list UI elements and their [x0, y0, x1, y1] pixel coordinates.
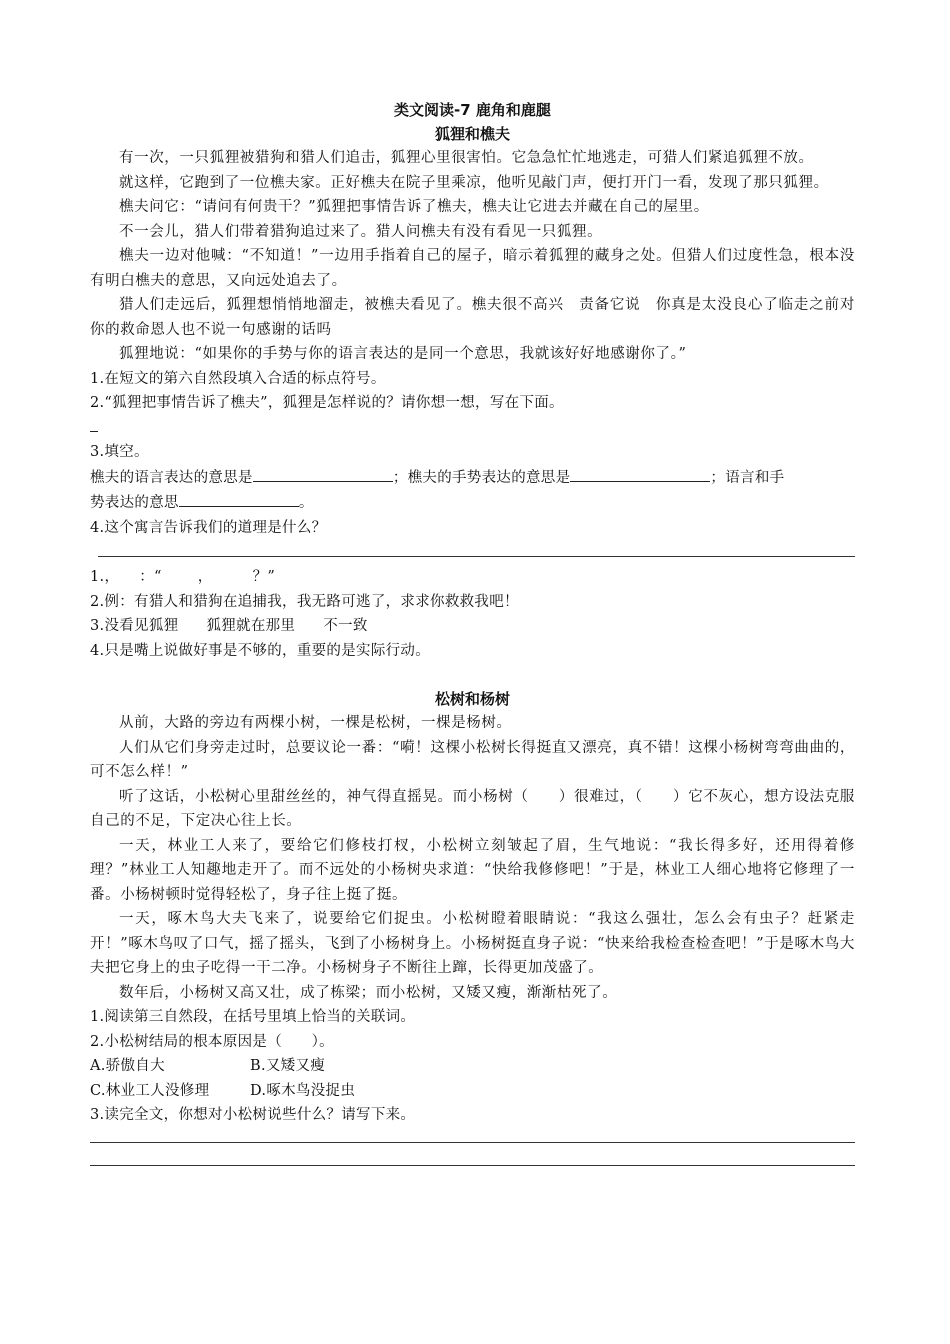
fill-text: 樵夫的语言表达的意思是	[90, 469, 253, 486]
options-row	[90, 1054, 855, 1079]
option-b[interactable]: B.又矮又瘦	[250, 1058, 326, 1074]
options-row	[90, 1079, 855, 1104]
answer-mark: ？”	[252, 569, 276, 585]
fill-text: 。	[298, 495, 314, 511]
fill-text: 势表达的意思	[90, 495, 179, 511]
story1-paragraph: 樵夫问它：“请问有何贵干？”狐狸把事情告诉了樵夫，樵夫让它进去并藏在自己的屋里。	[119, 199, 709, 215]
story2-paragraph: 一天，啄木鸟大夫飞来了，说要给它们捉虫。小松树瞪着眼睛说：“我这么强壮，怎么会有虫子？赶紧走开！”啄木鸟叹了口气，摇了摇头，飞到了小杨树身上。小杨树挺直身子说：“快来给我检查检查吧！”于是啄木鸟大夫把它身上的虫子吃得一干二净。小杨树身子不断往上蹿，长得更加茂盛了。	[90, 911, 855, 976]
answer-line[interactable]	[90, 1165, 855, 1166]
fill-text: ；语言和手	[710, 469, 785, 486]
fill-blank-1[interactable]	[253, 465, 393, 482]
story1-question-1: 1.在短文的第六自然段填入合适的标点符号。	[90, 370, 386, 387]
story1-paragraph: 樵夫一边对他喊：“不知道！”一边用手指着自己的屋子，暗示着狐狸的藏身之处。但猎人们过度性急，根本没有明白樵夫的意思，又向远处追去了。	[90, 248, 855, 289]
answer-2: 2.例：有猎人和猎狗在追捕我，我无路可逃了，求求你救救我吧！	[90, 593, 519, 610]
story1-paragraph: 就这样，它跑到了一位樵夫家。正好樵夫在院子里乘凉，他听见敲门声，便打开门一看，发现了那只狐狸。	[119, 174, 829, 191]
answer-item: 不一致	[323, 618, 368, 634]
story2-paragraph: 人们从它们身旁走过时，总要议论一番：“嗬！这棵小松树长得挺直又漂亮，真不错！这棵小杨树弯弯曲曲的，可不怎么样！”	[90, 739, 855, 780]
story2-question-1: 1.阅读第三自然段，在括号里填上恰当的关联词。	[90, 1009, 416, 1025]
answer-number: 3.	[90, 618, 105, 634]
option-c[interactable]: C.林业工人没修理	[90, 1082, 210, 1099]
answer-line-short[interactable]	[90, 416, 855, 441]
answer-mark: ，	[104, 569, 120, 585]
answer-item: 狐狸就在那里	[206, 618, 296, 634]
story1-question-3-fill	[90, 465, 855, 491]
story2-title: 松树和杨树	[434, 690, 510, 708]
story1-paragraph: 猎人们走远后，狐狸想悄悄地溜走，被樵夫看见了。樵夫很不高兴 责备它说 你真是太没良心了临走之前对你的救命恩人也不说一句感谢的话吗	[90, 297, 855, 338]
answer-item: 没看见狐狸	[104, 618, 179, 634]
document-title: 类文阅读-7 鹿角和鹿腿	[394, 101, 551, 119]
story2-paragraph: 听了这话，小松树心里甜丝丝的，神气得直摇晃。而小杨树（ ）很难过，（ ）它不灰心，想方设法克服自己的不足，下定决心往上长。	[90, 788, 855, 829]
answer-mark: ：“	[139, 569, 162, 585]
answer-mark: ，	[197, 569, 213, 585]
story2-question-2: 2.小松树结局的根本原因是（ ）。	[90, 1033, 334, 1050]
option-d[interactable]: D.啄木鸟没捉虫	[250, 1082, 356, 1099]
story1-question-3-fill	[90, 490, 855, 516]
option-a[interactable]: A.骄傲自大	[90, 1058, 165, 1074]
story2-question-3: 3.读完全文，你想对小松树说些什么？请写下来。	[90, 1107, 416, 1123]
story2-paragraph: 从前，大路的旁边有两棵小树，一棵是松树，一棵是杨树。	[119, 715, 512, 731]
story1-question-3: 3.填空。	[90, 444, 149, 460]
answer-1	[90, 565, 855, 590]
story1-paragraph: 不一会儿，猎人们带着猎狗追过来了。猎人问樵夫有没有看见一只狐狸。	[119, 223, 603, 240]
story1-question-4: 4.这个寓言告诉我们的道理是什么？	[90, 519, 327, 536]
fill-blank-2[interactable]	[570, 465, 710, 482]
fill-blank-3[interactable]	[179, 490, 299, 507]
story2-paragraph: 一天，林业工人来了，要给它们修枝打杈，小松树立刻皱起了眉，生气地说：“我长得多好，还用得着修理？”林业工人知趣地走开了。而不远处的小杨树央求道：“快给我修修吧！”于是，林业工人细心地将它修理了一番。小杨树顿时觉得轻松了，身子往上挺了挺。	[90, 837, 855, 903]
answer-3	[90, 614, 855, 639]
answer-number: 1.	[90, 569, 105, 585]
story1-paragraph: 有一次，一只狐狸被猎狗和猎人们追击，狐狸心里很害怕。它急急忙忙地逃走，可猎人们紧追狐狸不放。	[119, 150, 814, 166]
answer-4: 4.只是嘴上说做好事是不够的，重要的是实际行动。	[90, 642, 431, 659]
story1-paragraph: 狐狸地说：“如果你的手势与你的语言表达的是同一个意思，我就该好好地感谢你了。”	[119, 346, 687, 362]
fill-text: ；樵夫的手势表达的意思是	[392, 469, 571, 486]
worksheet-page	[90, 98, 855, 1166]
story1-question-2: 2.“狐狸把事情告诉了樵夫”，狐狸是怎样说的？请你想一想，写在下面。	[90, 395, 564, 411]
story1-title: 狐狸和樵夫	[434, 125, 510, 143]
story2-paragraph: 数年后，小杨树又高又壮，成了栋梁；而小松树，又矮又瘦，渐渐枯死了。	[119, 984, 618, 1001]
